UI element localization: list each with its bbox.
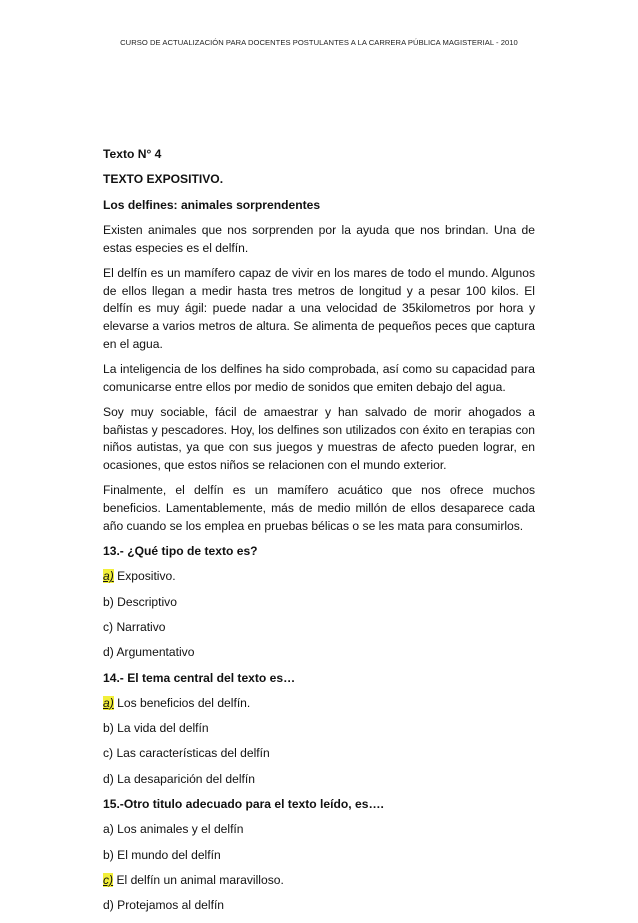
option bbox=[103, 594, 535, 612]
option-text: Argumentativo bbox=[116, 645, 195, 660]
option-marker: b) bbox=[103, 847, 114, 862]
paragraph: El delfín es un mamífero capaz de vivir en los mares de todo el mundo. Algunos de ellos llegan a medir hasta tres metros de longitud y a pesar 100 kilos. El delfín es muy ágil: puede nadar a una velocidad de 35kilometros por hora y elevarse a varios metros de altura. Se alimenta de pequeños peces que captura en el agua. bbox=[103, 265, 535, 351]
option-marker: b) bbox=[103, 721, 114, 736]
option-marker: d) bbox=[103, 645, 114, 660]
question-15: 15.-Otro titulo adecuado para el texto leído, es…. bbox=[103, 797, 384, 812]
paragraph: La inteligencia de los delfines ha sido comprobada, así como su capacidad para comunicarse entre ellos por medio de sonidos que emiten debajo del agua. bbox=[103, 362, 535, 394]
option bbox=[103, 821, 535, 839]
option bbox=[103, 568, 535, 586]
option-text: La desaparición del delfín bbox=[117, 771, 255, 786]
text-type: TEXTO EXPOSITIVO. bbox=[103, 172, 224, 187]
option-marker: d) bbox=[103, 898, 114, 913]
paragraph: Existen animales que nos sorprenden por la ayuda que nos brindan. Una de estas especies es el delfín. bbox=[103, 222, 535, 255]
option-text: El delfín un animal maravilloso. bbox=[116, 872, 284, 887]
question-14: 14.- El tema central del texto es… bbox=[103, 670, 296, 685]
option-marker: a) bbox=[103, 569, 114, 584]
text-number: Texto N° 4 bbox=[103, 147, 162, 161]
option-marker: c) bbox=[103, 872, 114, 887]
document-body bbox=[103, 146, 535, 923]
option-text: Los beneficios del delfín. bbox=[117, 695, 251, 710]
option-marker: c) bbox=[103, 746, 114, 761]
option-marker: a) bbox=[103, 695, 114, 710]
option-text: Las características del delfín bbox=[116, 746, 270, 761]
option bbox=[103, 695, 535, 713]
option bbox=[103, 720, 535, 738]
page-header: CURSO DE ACTUALIZACIÓN PARA DOCENTES POSTULANTES A LA CARRERA PÚBLICA MAGISTERIAL - 2010 bbox=[120, 38, 518, 47]
paragraph: Soy muy sociable, fácil de amaestrar y han salvado de morir ahogados a bañistas y pescadores. Hoy, los delfines son utilizados con éxito en terapias con niños autistas, ya que con sus juegos y muestras de afecto pueden lograr, en ocasiones, que estos niños se relacionen con el mundo exterior. bbox=[103, 405, 535, 473]
option-text: La vida del delfín bbox=[117, 721, 209, 736]
option bbox=[103, 897, 535, 915]
question-13: 13.- ¿Qué tipo de texto es? bbox=[103, 544, 258, 559]
option bbox=[103, 872, 535, 890]
option-text: Protejamos al delfín bbox=[117, 898, 225, 913]
option-text: El mundo del delfín bbox=[117, 847, 221, 862]
option-marker: d) bbox=[103, 771, 114, 786]
option bbox=[103, 771, 535, 789]
option-text: Descriptivo bbox=[117, 594, 177, 609]
option-marker: c) bbox=[103, 620, 114, 634]
option bbox=[103, 619, 535, 637]
option-text: Expositivo. bbox=[117, 569, 176, 584]
option bbox=[103, 644, 535, 662]
option bbox=[103, 745, 535, 763]
option-marker: a) bbox=[103, 822, 114, 837]
option-marker: b) bbox=[103, 594, 114, 609]
option bbox=[103, 847, 535, 865]
text-title: Los delfines: animales sorprendentes bbox=[103, 197, 321, 212]
paragraph: Finalmente, el delfín es un mamífero acuático que nos ofrece muchos beneficios. Lamentablemente, más de medio millón de ellos desaparece cada año cuando se los emplea en pruebas bélicas o se les mata para consumirlos. bbox=[103, 483, 535, 533]
option-text: Los animales y el delfín bbox=[117, 822, 244, 837]
option-text: Narrativo bbox=[116, 620, 166, 634]
